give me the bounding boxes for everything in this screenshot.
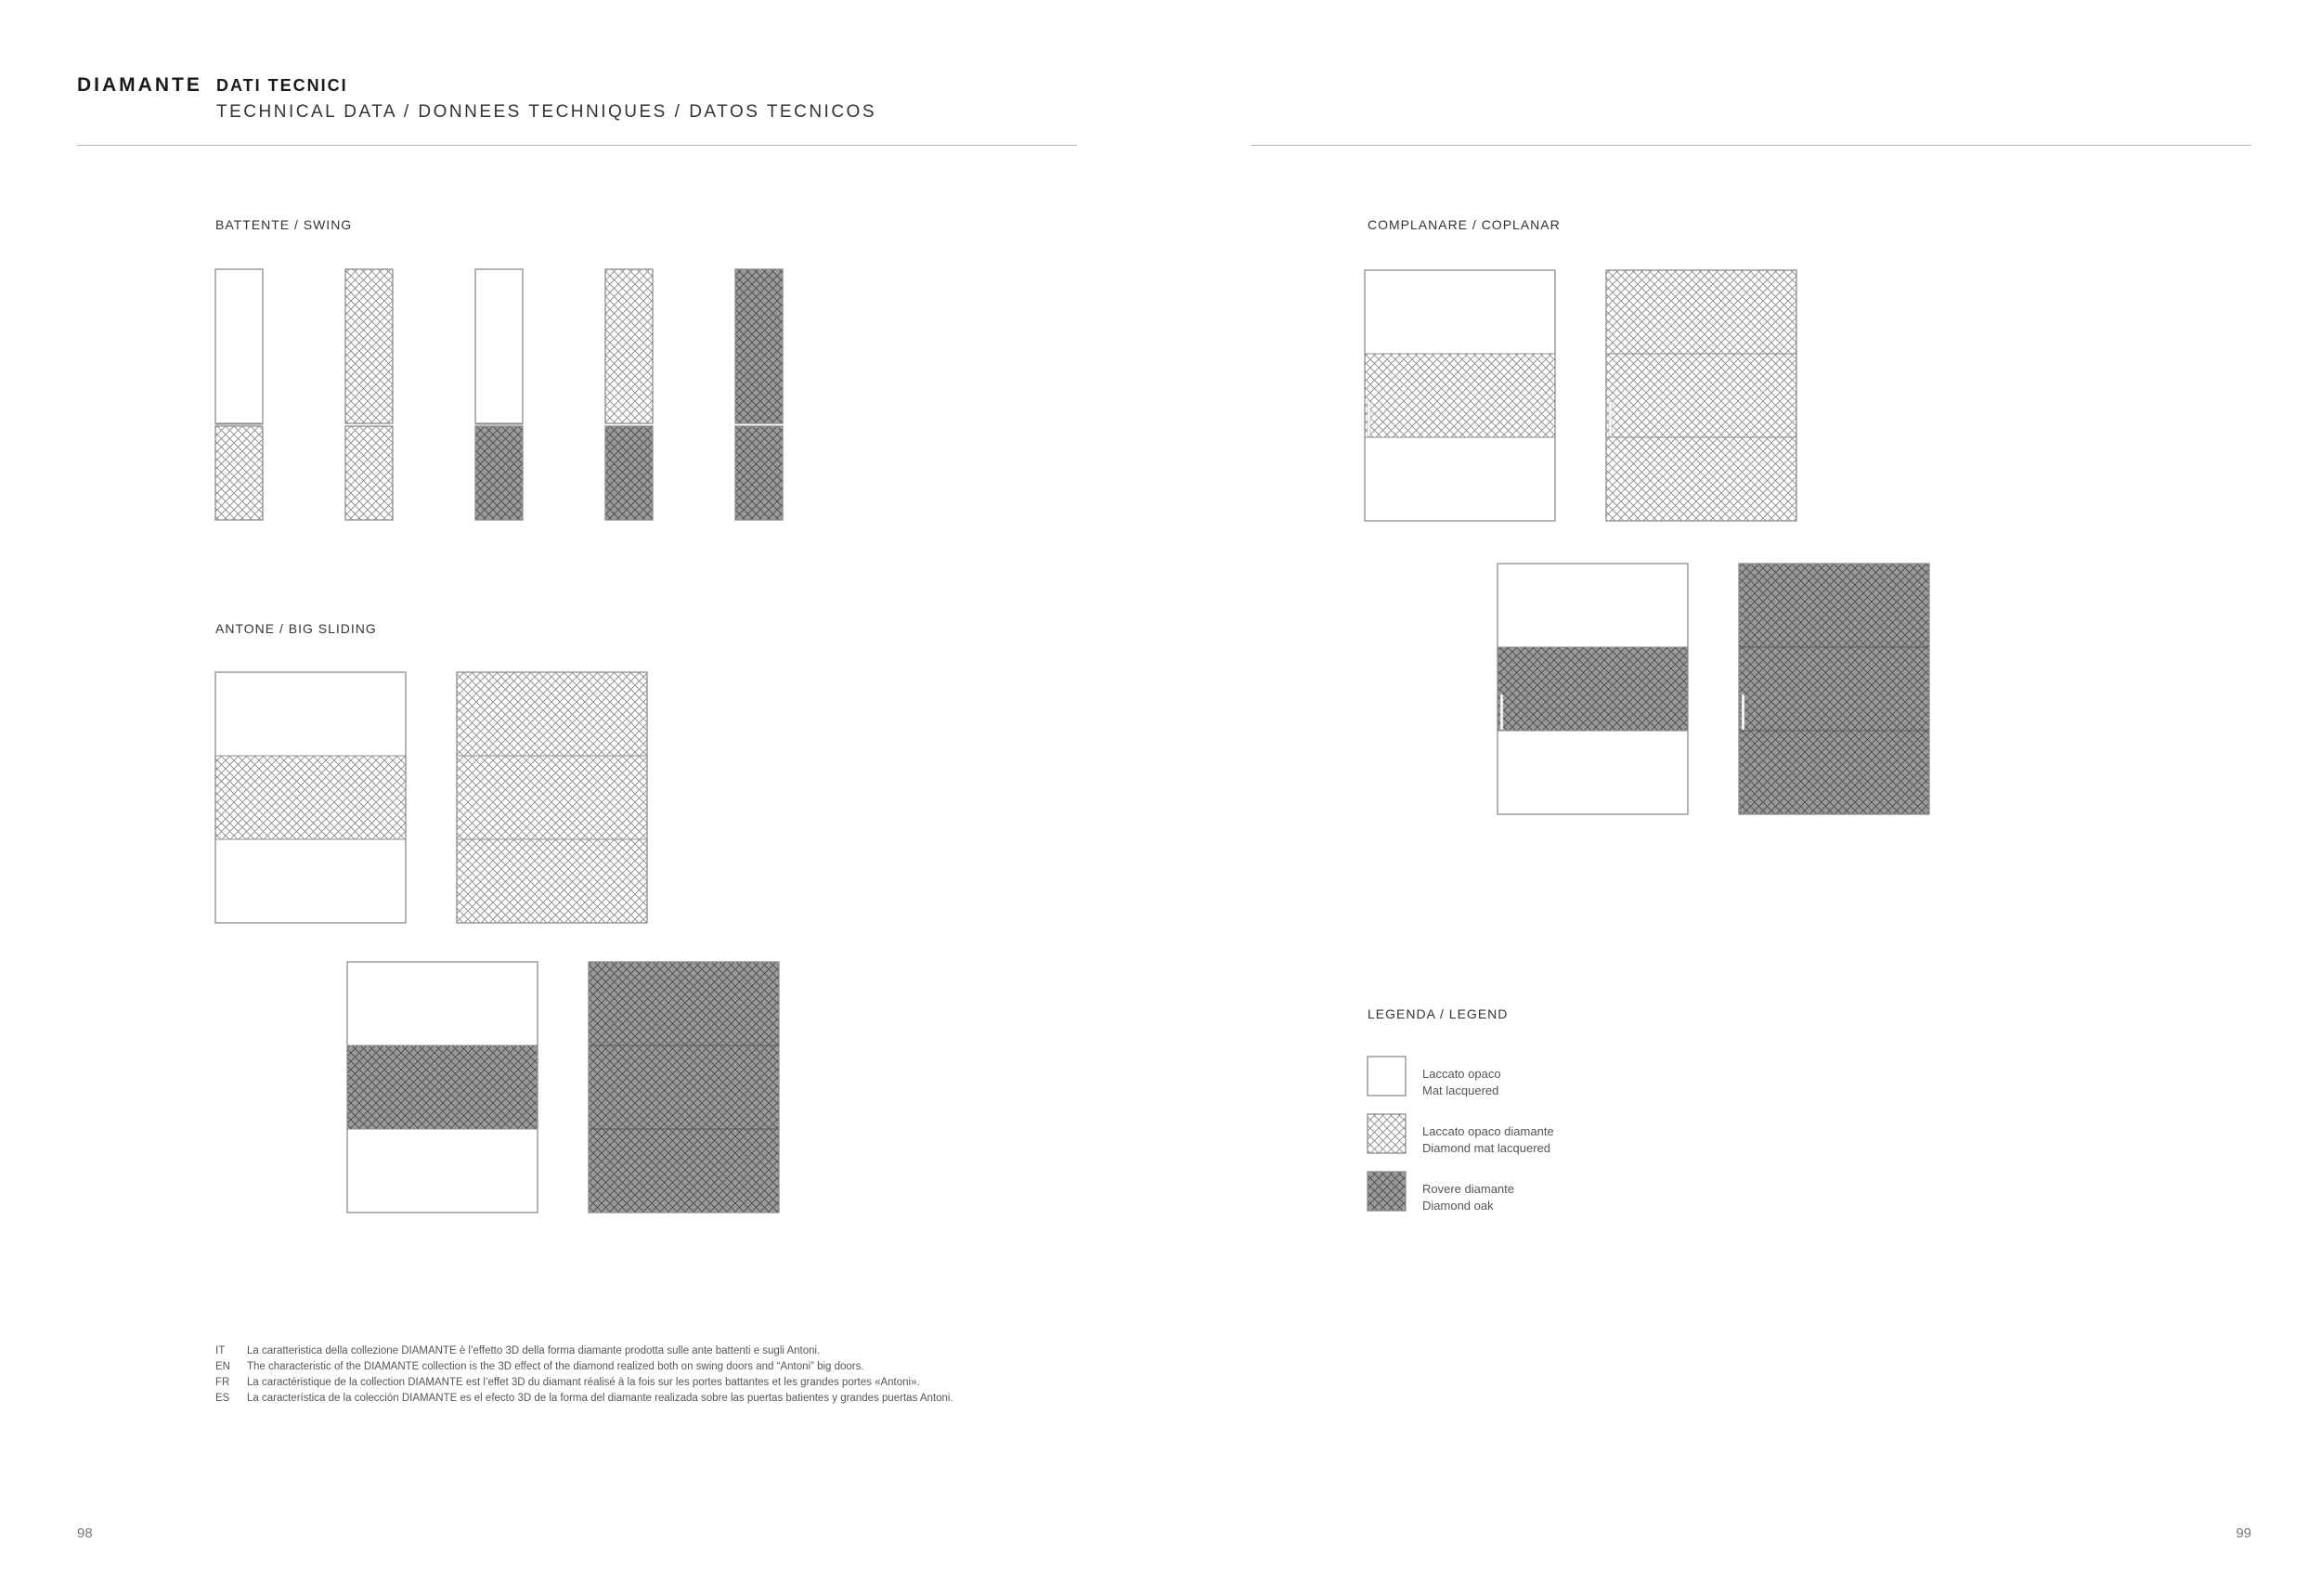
legend-line1: Rovere diamante [1422, 1182, 1514, 1196]
legend-swatch-diamond [1368, 1114, 1406, 1153]
note-code: IT [215, 1345, 226, 1356]
section-legend-label: LEGENDA / LEGEND [1368, 1006, 1509, 1021]
legend-item-mat [1422, 1066, 1501, 1099]
swing-door-3 [475, 269, 523, 520]
handle-icon [1742, 694, 1744, 730]
legend-line2: Diamond mat lacquered [1422, 1141, 1551, 1155]
big-sliding-door-2 [457, 672, 647, 923]
page-subtitle: TECHNICAL DATA / DONNEES TECHNIQUES / DATOS TECNICOS [216, 102, 877, 122]
note-es [215, 1393, 953, 1404]
legend-line1: Laccato opaco diamante [1422, 1124, 1554, 1138]
note-code: EN [215, 1361, 230, 1372]
swing-door-5 [735, 269, 783, 520]
big-sliding-door-3 [347, 962, 538, 1213]
legend-line1: Laccato opaco [1422, 1067, 1501, 1081]
note-text: La caratteristica della collezione DIAMANTE è l’effetto 3D della forma diamante prodotta sulle ante battenti e sugli Antoni. [247, 1345, 821, 1356]
legend-swatch-mat [1368, 1057, 1406, 1096]
note-code: FR [215, 1377, 230, 1388]
note-fr [215, 1377, 920, 1388]
note-text: The characteristic of the DIAMANTE collection is the 3D effect of the diamond realized both on swing doors and “Antoni” big doors. [247, 1361, 864, 1372]
header-rule-left [77, 145, 1077, 146]
coplanar-door-4 [1739, 564, 1929, 814]
coplanar-door-1 [1365, 270, 1555, 521]
page-number-right: 99 [2236, 1525, 2251, 1541]
handle-icon [1500, 694, 1503, 730]
legend-item-oak [1422, 1181, 1514, 1214]
note-code: ES [215, 1393, 230, 1404]
page-number-left: 98 [77, 1525, 93, 1541]
coplanar-door-3 [1498, 564, 1688, 814]
brand-name: DIAMANTE [77, 74, 202, 96]
header-rule-right [1251, 145, 2251, 146]
legend-item-diamond [1422, 1123, 1554, 1157]
coplanar-door-2 [1606, 270, 1796, 521]
note-it [215, 1345, 820, 1356]
legend-line2: Diamond oak [1422, 1199, 1494, 1213]
swing-door-4 [605, 269, 653, 520]
section-swing-label: BATTENTE / SWING [215, 217, 353, 232]
note-en [215, 1361, 864, 1372]
handle-icon [1368, 401, 1370, 436]
swing-door-1 [215, 269, 263, 520]
legend-line2: Mat lacquered [1422, 1083, 1499, 1097]
swing-door-2 [345, 269, 393, 520]
big-sliding-door-4 [589, 962, 779, 1213]
big-sliding-door-1 [215, 672, 406, 923]
legend-swatch-oak [1368, 1172, 1406, 1211]
handle-icon [1609, 401, 1612, 436]
note-text: La caractéristique de la collection DIAMANTE est l’effet 3D du diamant réalisé à la fois sur les portes battantes et les grandes portes «Antoni». [247, 1377, 920, 1388]
page-title: DATI TECNICI [216, 76, 348, 95]
section-coplanar-label: COMPLANARE / COPLANAR [1368, 217, 1561, 232]
section-big-sliding-label: ANTONE / BIG SLIDING [215, 621, 377, 636]
note-text: La característica de la colección DIAMANTE es el efecto 3D de la forma del diamante realizada sobre las puertas batientes y grandes puertas Antoni. [247, 1393, 953, 1404]
